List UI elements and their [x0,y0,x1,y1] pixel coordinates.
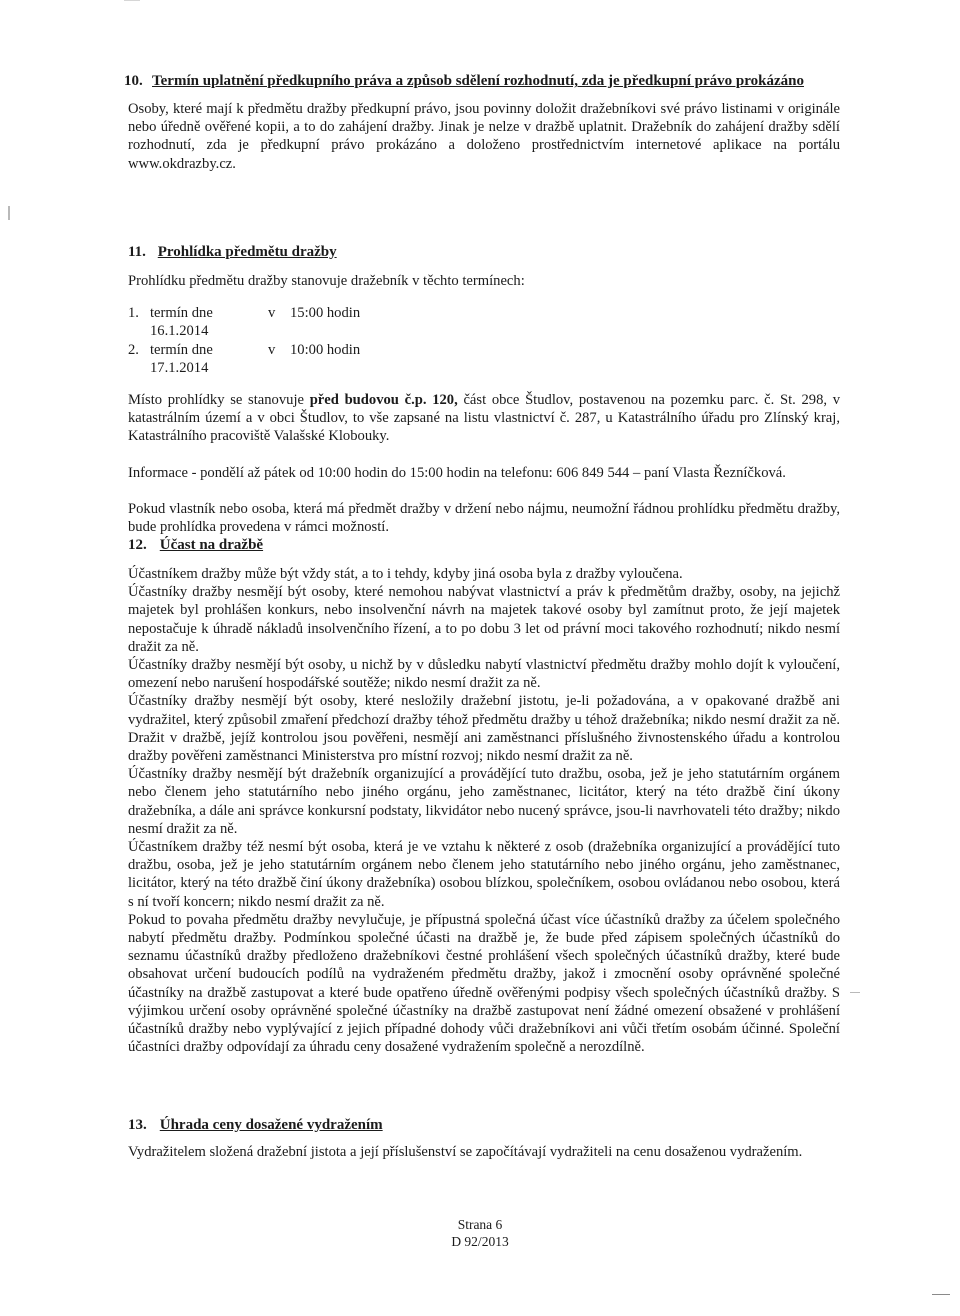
section-12-heading [128,536,840,555]
section-11-number: 11. [128,244,146,260]
term-date: termín dne 16.1.2014 [150,305,213,340]
term-time: 10:00 hodin [290,341,361,358]
case-reference: D 92/2013 [451,1234,509,1249]
section-13-heading [128,1116,840,1135]
section-13-number: 13. [128,1117,147,1133]
section-12-paragraph: Účastníkem dražby může být vždy stát, a to i tehdy, kdyby jiná osoba byla z dražby vyloučena. [128,566,683,582]
section-12-paragraph: Účastníky dražby nesmějí být osoby, které nesložily dražební jistotu, je-li požadována, a v opakované dražbě ani vydražitel, který způsobil zmaření předchozí dražby téhož předmětu dražby u téhož dražebníka; nikdo nesmí dražit za ně. Dražit v dražbě, jejíž kontrolou jsou pověřeni, nesmějí ani zaměstnanci příslušného živnostenského úřadu a kontrolou dražby pověřeni zaměstnanci Ministerstva pro místní rozvoj; nikdo nesmí dražit za ně. [128,693,840,765]
viewing-place-bold: před budovou č.p. 120, [309,392,458,409]
viewing-info: Informace - pondělí až pátek od 10:00 hodin do 15:00 hodin na telefonu: 606 849 544 – paní Vlasta Řezníčková. [128,464,786,481]
section-12-title: Účast na dražbě [159,537,264,553]
section-11 [128,243,840,536]
term-v: v [268,305,276,322]
term-number: 1. [128,305,139,322]
section-10 [124,72,840,173]
viewing-place [128,391,840,446]
viewing-note: Pokud vlastník nebo osoba, která má předmět dražby v držení nebo nájmu, neumožní řádnou prohlídku předmětu dražby, bude prohlídka provedena v rámci možností. [128,500,840,536]
term-time: 15:00 hodin [290,305,361,322]
term-number: 2. [128,341,139,358]
scan-edge-mark [124,0,140,1]
section-12-number: 12. [128,537,147,553]
section-12-paragraph: Účastníkem dražby též nesmí být osoba, která je ve vztahu k některé z osob (dražebníka organizující a provádějící tuto dražbu, osoba, jež je jeho statutárním orgánem nebo členem jeho statutárního nebo jiného orgánu, jeho zaměstnanec, licitátor, který na této dražbě činí úkony dražebníka) osobou blízkou, společníkem, osobou ovládanou nebo osobou, která s ní tvoří koncern; nikdo nesmí dražit za ně. [128,839,840,910]
section-13-paragraph: Vydražitelem složená dražební jistota a její příslušenství se započítávají vydražiteli na cenu dosaženou vydražením. [128,1144,803,1160]
page-footer [420,1216,540,1250]
scan-edge-mark [850,992,860,993]
scan-edge-mark [8,206,10,220]
term-date: termín dne 17.1.2014 [150,341,213,376]
section-10-title: Termín uplatnění předkupního práva a způsob sdělení rozhodnutí, zda je předkupní právo prokázáno [152,73,804,89]
page-number: Strana 6 [457,1217,503,1232]
section-10-paragraph: Osoby, které mají k předmětu dražby předkupní právo, jsou povinny doložit dražebníkovi své právo listinami v originále nebo úředně ověřené kopii, a to do zahájení dražby. Jinak je nelze v dražbě uplatnit. Dražebník do zahájení dražby sdělí rozhodnutí, zda je předkupní právo prokázáno a doloženo prostřednictvím internetové aplikace na portálu www.okdrazby.cz. [128,101,840,172]
section-10-number: 10. [124,73,143,89]
section-10-heading [124,72,840,91]
section-11-title: Prohlídka předmětu dražby [157,244,337,260]
viewing-place-text-a: Místo prohlídky se stanovuje [128,392,310,409]
viewing-terms-list [128,304,840,377]
section-12 [128,536,840,1056]
section-11-heading [128,243,840,262]
section-11-intro: Prohlídku předmětu dražby stanovuje dražebník v těchto termínech: [128,273,525,289]
viewing-term-item [128,341,840,377]
section-12-paragraph: Účastníky dražby nesmějí být osoby, které nemohou nabývat vlastnictví a práv k předmětům dražby, osoby, na jejichž majetek byl prohlášen konkurs, nebo insolvenční návrh na majetek takové osoby byl zamítnut proto, že její majetek nepostačuje k úhradě nákladů insolvenčního řízení, a to po dobu 3 let od právní moci takového rozhodnutí; nikdo nesmí dražit za ně. [128,584,840,655]
section-13 [128,1116,840,1161]
viewing-place-text-b: část obce Študlov, postavenou na pozemku parc. č. St. 298, v katastrálním území a v obci Študlov, to vše zapsané na listu vlastnictví č. 287, u Katastrálního úřadu pro Zlínský kraj, Katastrálního pracoviště Valašské Klobouky. [128,392,841,445]
section-12-paragraph: Účastníky dražby nesmějí být dražebník organizující a provádějící tuto dražbu, osoba, jež je jeho statutárním orgánem nebo členem jeho statutárního nebo jiného orgánu, jeho zaměstnanec, licitátor, který na této dražbě činí úkony dražebníka, a dále ani správce konkursní podstaty, likvidátor nebo nucený správce, jsou-li navrhovateli této dražby; nikdo nesmí dražit za ně. [128,766,840,837]
section-12-paragraph: Účastníky dražby nesmějí být osoby, u nichž by v důsledku nabytí vlastnictví předmětu dražby mohlo dojít k vyloučení, omezení nebo narušení hospodářské soutěže; nikdo nesmí dražit za ně. [128,657,840,692]
scan-edge-mark [932,1294,950,1295]
section-13-title: Úhrada ceny dosažené vydražením [159,1117,383,1133]
term-v: v [268,341,276,358]
section-12-paragraph: Pokud to povaha předmětu dražby nevylučuje, je přípustná společná účast více účastníků dražby za účelem společného nabytí předmětu dražby. Podmínkou společné účasti na dražbě je, že bude před zápisem společných účastníků do seznamu účastníků dražby předloženo dražebníkovi čestné prohlášení všech společných účastníků dražby, které bude obsahovat určení budoucích podílů na vydraženém předmětu dražby, jakož i zmocnění osoby oprávněné společné účastníky na dražbě zastupovat a které bude opatřeno úředně ověřenými podpisy všech společných účastníků dražby. S výjimkou určení osoby oprávněné společné účastníky na dražbě zastupovat není žádné omezení obsažené v prohlášení účastníků dražby nebo vyplývající z jejich případné dohody vůči dražebníkovi ani vůči třetím osobám účinné. Společní účastníci dražby odpovídají za úhradu ceny dosažené vydražením společně a nerozdílně. [128,911,840,1056]
viewing-term-item [128,304,840,340]
